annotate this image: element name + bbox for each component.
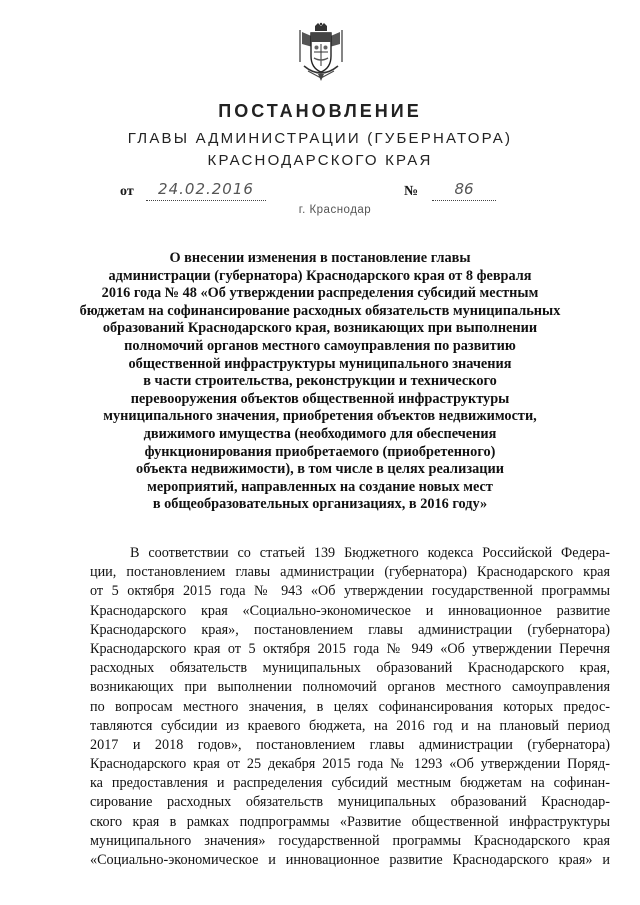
date-value: 24.02.2016: [146, 180, 266, 201]
body-line: Краснодарского края от 25 декабря 2015 года № 1293 «Об утверждении Поряд-: [90, 756, 610, 773]
body-line: тавляются субсидии из краевого бюджета, на 2016 год и на плановый период: [90, 717, 610, 734]
date-number-row: [0, 180, 640, 206]
title-line: бюджетам на софинансирование расходных обязательств муниципальных: [79, 302, 561, 319]
title-line: муниципального значения, приобретения объектов недвижимости,: [103, 408, 537, 425]
body-line: ка предоставления и распределения субсидий местным бюджетам на софинан-: [90, 775, 610, 792]
body-line: ского края в рамках подпрограммы «Развитие общественной инфраструктуры: [90, 813, 610, 830]
body-line: муниципального значения» государственной программы Краснодарского края: [90, 832, 610, 849]
body-line: сирование расходных обязательств муниципальных образований Краснодар-: [90, 794, 610, 811]
title-line: в общеобразовательных организациях, в 2016 году»: [152, 496, 488, 513]
title-line: администрации (губернатора) Краснодарского края от 8 февраля: [108, 267, 532, 284]
number-label: №: [404, 184, 419, 199]
title-line: общественной инфраструктуры муниципального значения: [128, 355, 512, 372]
document-type: ПОСТАНОВЛЕНИЕ: [218, 101, 422, 121]
date-label: от: [120, 184, 134, 199]
body-line: ции, постановлением главы администрации (губернатора) Краснодарского края: [90, 564, 610, 581]
body-line: В соответствии со статьей 139 Бюджетного кодекса Российской Федера-: [130, 545, 610, 561]
city-label: г. Краснодар: [298, 204, 372, 216]
body-line: «Социально-экономическое и инновационное развитие Краснодарского края» и: [90, 852, 610, 868]
body-line: Краснодарского края от 5 октября 2015 года № 949 «Об утверждении Перечня: [90, 640, 610, 657]
body-line: Краснодарского края «Социально-экономическое и инновационное развитие: [90, 602, 610, 619]
title-line: движимого имущества (необходимого для обеспечения: [143, 425, 497, 442]
title-line: объекта недвижимости), в том числе в целях реализации: [136, 461, 504, 478]
title-line: функционирования приобретаемого (приобретенного): [144, 443, 496, 460]
coat-of-arms-icon: [294, 22, 348, 82]
body-line: возникающих при выполнении полномочий органов местного самоуправления: [90, 679, 610, 696]
body-line: Краснодарского края», постановлением главы администрации (губернатора): [90, 621, 610, 638]
title-line: образований Краснодарского края, возникающих при выполнении: [102, 320, 538, 337]
body-line: по вопросам местного значения, в целях софинансирования которых предос-: [90, 698, 610, 715]
title-line: перевооружения объектов общественной инфраструктуры: [130, 390, 510, 407]
title-line: О внесении изменения в постановление главы: [169, 250, 471, 266]
title-line: полномочий органов местного самоуправления по развитию: [124, 337, 516, 354]
body-line: расходных обязательств муниципальных образований Краснодарского края,: [90, 660, 610, 677]
body-line: 2017 и 2018 годов», постановлением главы администрации (губернатора): [90, 736, 610, 753]
title-line: мероприятий, направленных на создание новых мест: [147, 478, 493, 495]
document-title: [60, 250, 580, 514]
title-line: в части строительства, реконструкции и технического: [143, 373, 497, 390]
number-value: 86: [432, 180, 496, 201]
title-line: 2016 года № 48 «Об утверждении распределения субсидий местным: [101, 285, 539, 302]
issuer-line-2: КРАСНОДАРСКОГО КРАЯ: [207, 152, 433, 169]
body-text: [90, 544, 610, 870]
issuer-line-1: ГЛАВЫ АДМИНИСТРАЦИИ (ГУБЕРНАТОРА): [127, 130, 513, 147]
body-line: от 5 октября 2015 года № 943 «Об утверждении государственной программы: [90, 583, 610, 600]
